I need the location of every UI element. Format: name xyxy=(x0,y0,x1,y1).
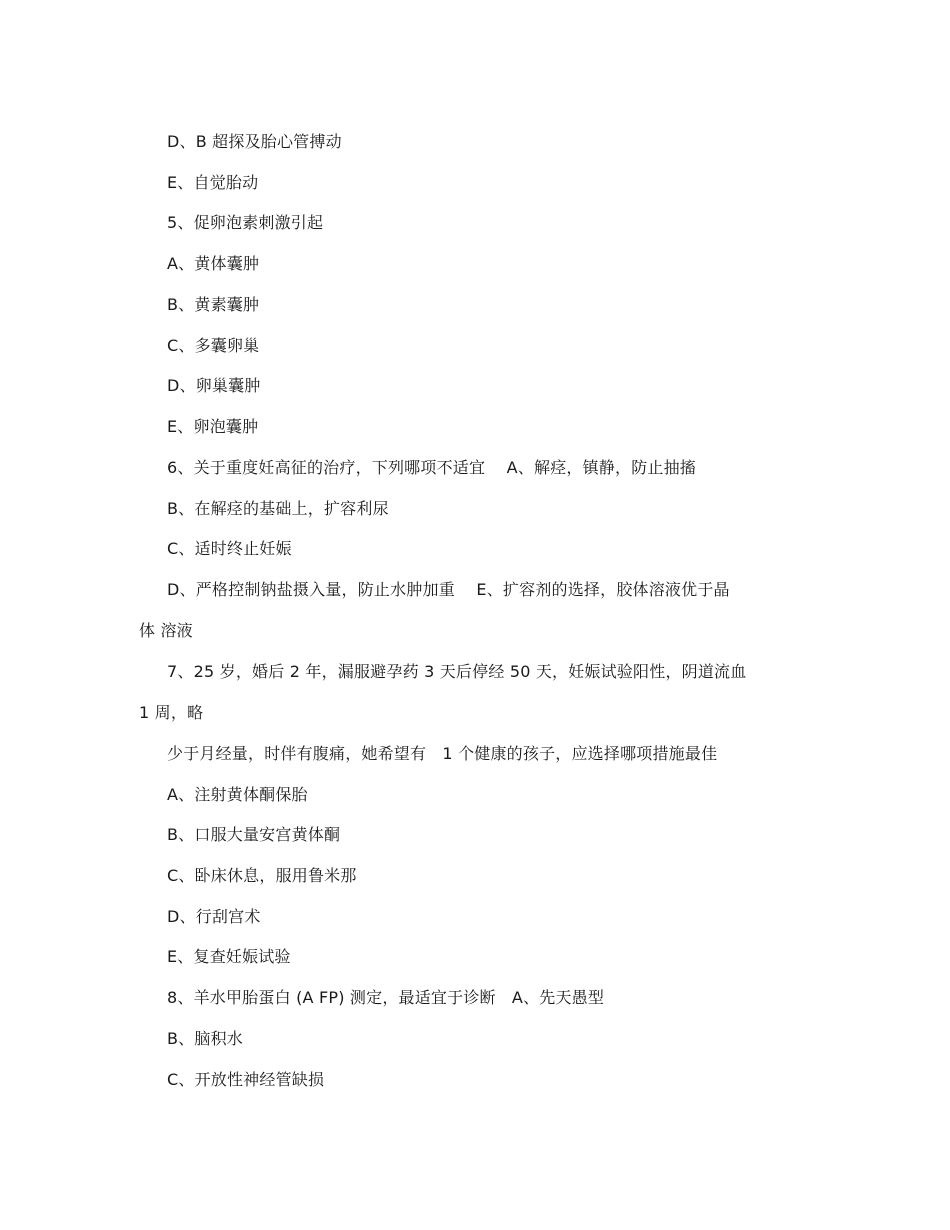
text-line: 1 周，略 xyxy=(139,703,204,722)
text-line: C、适时终止妊娠 xyxy=(167,539,292,558)
text-line: C、多囊卵巢 xyxy=(167,336,260,355)
text-line: E、卵泡囊肿 xyxy=(167,417,259,436)
text-line: D、行刮宫术 xyxy=(167,907,261,926)
text-line: C、卧床休息，服用鲁米那 xyxy=(167,866,357,885)
text-line: 体 溶液 xyxy=(139,621,193,640)
question-7: 7、25 岁，婚后 2 年，漏服避孕药 3 天后停经 50 天，妊娠试验阳性，阴道流血 xyxy=(167,662,747,681)
question-8: 8、羊水甲胎蛋白 (A FP) 测定，最适宜于诊断 A、先天愚型 xyxy=(167,988,605,1007)
text-line: A、黄体囊肿 xyxy=(167,254,260,273)
text-line: E、复查妊娠试验 xyxy=(167,947,291,966)
text-line: D、严格控制钠盐摄入量，防止水肿加重 E、扩容剂的选择，胶体溶液优于晶 xyxy=(167,580,730,599)
text-line: A、注射黄体酮保胎 xyxy=(167,785,308,804)
text-line: E、自觉胎动 xyxy=(167,173,259,192)
text-line: C、开放性神经管缺损 xyxy=(167,1070,325,1089)
text-line: B、黄素囊肿 xyxy=(167,295,260,314)
text-line: D、卵巢囊肿 xyxy=(167,376,261,395)
question-5: 5、促卵泡素刺激引起 xyxy=(167,213,324,232)
question-6: 6、关于重度妊高征的治疗，下列哪项不适宜 A、解痉，镇静，防止抽搐 xyxy=(167,458,697,477)
text-line: B、口服大量安宫黄体酮 xyxy=(167,825,341,844)
text-line: 少于月经量，时伴有腹痛，她希望有 1 个健康的孩子，应选择哪项措施最佳 xyxy=(167,744,718,763)
text-line: D、B 超探及胎心管搏动 xyxy=(167,132,342,151)
text-line: B、脑积水 xyxy=(167,1029,243,1048)
text-line: B、在解痉的基础上，扩容利尿 xyxy=(167,499,389,518)
